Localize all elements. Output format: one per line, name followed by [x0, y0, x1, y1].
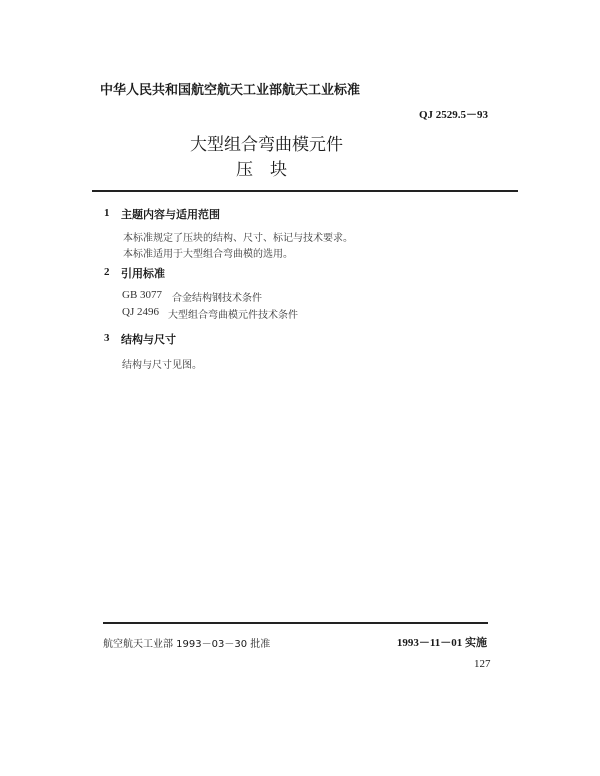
section-heading: 主题内容与适用范围: [121, 208, 220, 221]
issuing-organization: 中华人民共和国航空航天工业部航天工业标准: [100, 83, 361, 98]
reference-code: QJ 2496: [122, 306, 159, 318]
reference-title: 大型组合弯曲模元件技术条件: [168, 310, 298, 321]
body-text: 结构与尺寸见图。: [122, 360, 202, 371]
section-heading: 结构与尺寸: [121, 333, 176, 346]
standard-code: QJ 2529.5－93: [418, 109, 488, 121]
document-title: 大型组合弯曲模元件: [190, 135, 343, 155]
effective-date: 1993－11－01 实施: [396, 637, 487, 649]
reference-code: GB 3077: [122, 289, 163, 301]
document-subtitle: 压 块: [236, 160, 287, 180]
section-number: 1: [104, 207, 110, 219]
approval-date: 航空航天工业部 1993－03－30 批准: [103, 639, 271, 650]
body-text: 本标准规定了压块的结构、尺寸、标记与技术要求。: [123, 233, 353, 244]
header-divider: [92, 190, 518, 192]
reference-title: 合金结构钢技术条件: [172, 293, 262, 304]
footer-divider: [103, 622, 488, 624]
section-number: 2: [104, 266, 110, 278]
body-text: 本标准适用于大型组合弯曲模的选用。: [123, 249, 293, 260]
page-number: 127: [474, 658, 491, 670]
section-heading: 引用标准: [121, 267, 165, 280]
section-number: 3: [104, 332, 110, 344]
